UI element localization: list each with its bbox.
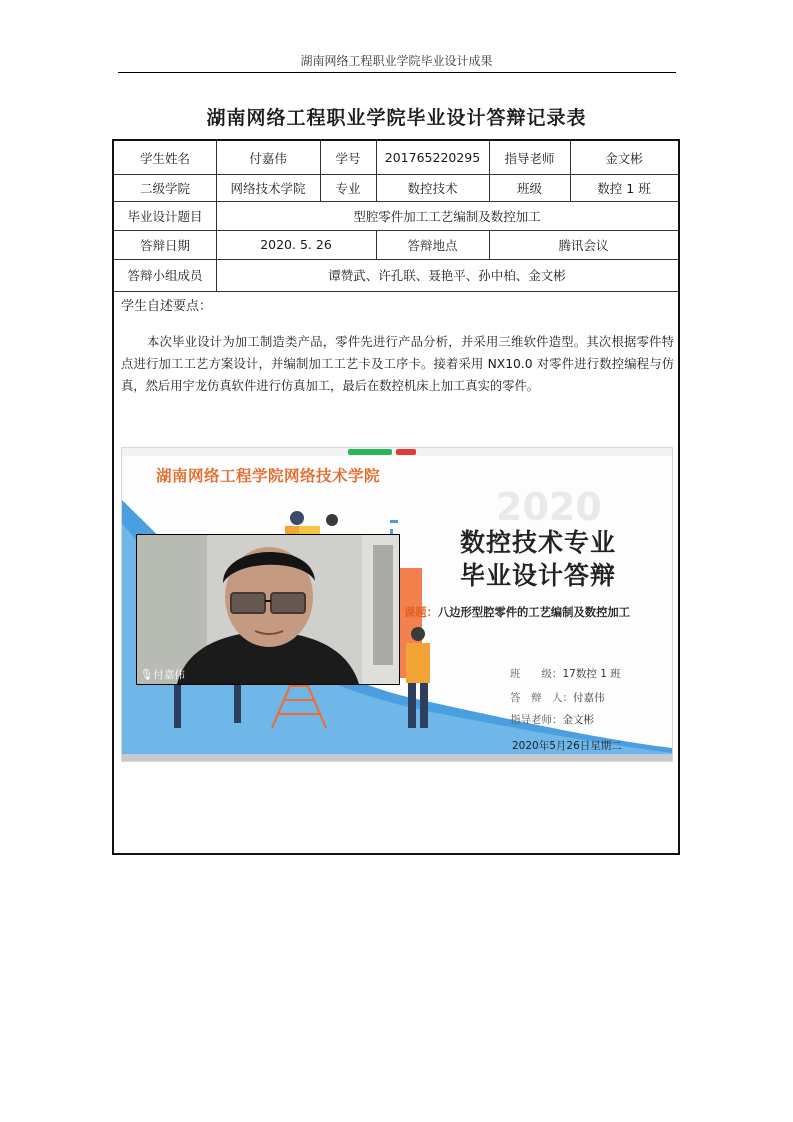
defense-screenshot xyxy=(121,447,673,762)
class-label: 班级 xyxy=(516,180,542,196)
major-label: 专业 xyxy=(335,180,361,196)
college-label: 二级学院 xyxy=(139,180,190,196)
slide-advisor-value: 金文彬 xyxy=(562,714,594,726)
student-name: 付嘉伟 xyxy=(249,150,287,166)
webcam-name: 付嘉伟 xyxy=(153,669,185,681)
student-id-label: 学号 xyxy=(335,150,361,166)
person-head-3 xyxy=(411,627,425,641)
slide-topic-value: 八边形型腔零件的工艺编制及数控加工 xyxy=(437,606,630,619)
advisor: 金文彬 xyxy=(605,150,643,166)
slide-defender-label: 答 辩 人： xyxy=(510,692,573,704)
defense-date: 2020. 5. 26 xyxy=(260,237,332,252)
person-head-2 xyxy=(326,514,338,526)
slide-title-line1: 数控技术专业 xyxy=(459,528,616,557)
slide-title-line2: 毕业设计答辩 xyxy=(459,561,616,590)
slide-title xyxy=(438,526,638,592)
slide-topic xyxy=(404,604,630,620)
topic-label: 毕业设计题目 xyxy=(127,208,203,224)
row-divider xyxy=(114,291,678,292)
slide-defender-value: 付嘉伟 xyxy=(573,692,605,704)
location: 腾讯会议 xyxy=(558,237,609,253)
major: 数控技术 xyxy=(407,180,458,196)
student-name-label: 学生姓名 xyxy=(139,150,190,166)
header-rule xyxy=(118,72,676,73)
slide-class-value: 17数控 1 班 xyxy=(562,668,621,680)
person-legs-1 xyxy=(174,683,181,728)
statement-body: 本次毕业设计为加工制造类产品，零件先进行产品分析，并采用三维软件造型。其次根据零件特点进行加工工艺方案设计，并编制加工工艺卡及工序卡。接着采用 NX10.0 对零件进行数控编程与仿真，然后用宇龙仿真软件进行仿真加工，最后在数控机床上加工真实的零件。 xyxy=(121,335,674,393)
members-label: 答辩小组成员 xyxy=(127,268,203,283)
webcam-video xyxy=(136,534,400,685)
watermark: 2020 xyxy=(496,485,602,529)
bottom-accent-bar xyxy=(122,754,672,761)
webcam-person xyxy=(137,535,399,684)
slide-topic-key: 课题： xyxy=(404,606,438,619)
defense-date-label: 答辩日期 xyxy=(139,237,190,253)
slide-advisor-label: 指导老师： xyxy=(510,714,563,726)
person-legs-3 xyxy=(408,683,416,728)
slide-defender xyxy=(510,690,605,705)
slide-class xyxy=(510,666,621,681)
members: 谭赞武、许孔联、聂艳平、孙中柏、金文彬 xyxy=(328,268,566,283)
student-id: 201765220295 xyxy=(384,150,481,165)
advisor-label: 指导老师 xyxy=(504,150,555,166)
slide-advisor xyxy=(510,712,594,727)
blue-dash xyxy=(390,520,398,523)
slide-school-name: 湖南网络工程学院网络技术学院 xyxy=(156,467,381,485)
microphone-icon: 🎙 xyxy=(140,669,154,681)
slide-date: 2020年5月26日星期二 xyxy=(512,740,622,752)
page-title: 湖南网络工程职业学院毕业设计答辩记录表 xyxy=(206,107,587,129)
topic: 型腔零件加工工艺编制及数控加工 xyxy=(353,208,541,224)
statement-label: 学生自述要点： xyxy=(121,299,213,314)
location-label: 答辩地点 xyxy=(407,237,458,253)
person-legs-2 xyxy=(234,683,241,723)
webcam-name-tag xyxy=(140,667,185,682)
class: 数控 1 班 xyxy=(597,180,651,196)
page-header: 湖南网络工程职业学院毕业设计成果 xyxy=(300,54,493,68)
slide-class-label: 班 级： xyxy=(510,668,563,680)
person-head xyxy=(290,511,304,525)
college: 网络技术学院 xyxy=(230,180,306,196)
person-body-2 xyxy=(406,643,430,683)
person-legs-3b xyxy=(420,683,428,728)
